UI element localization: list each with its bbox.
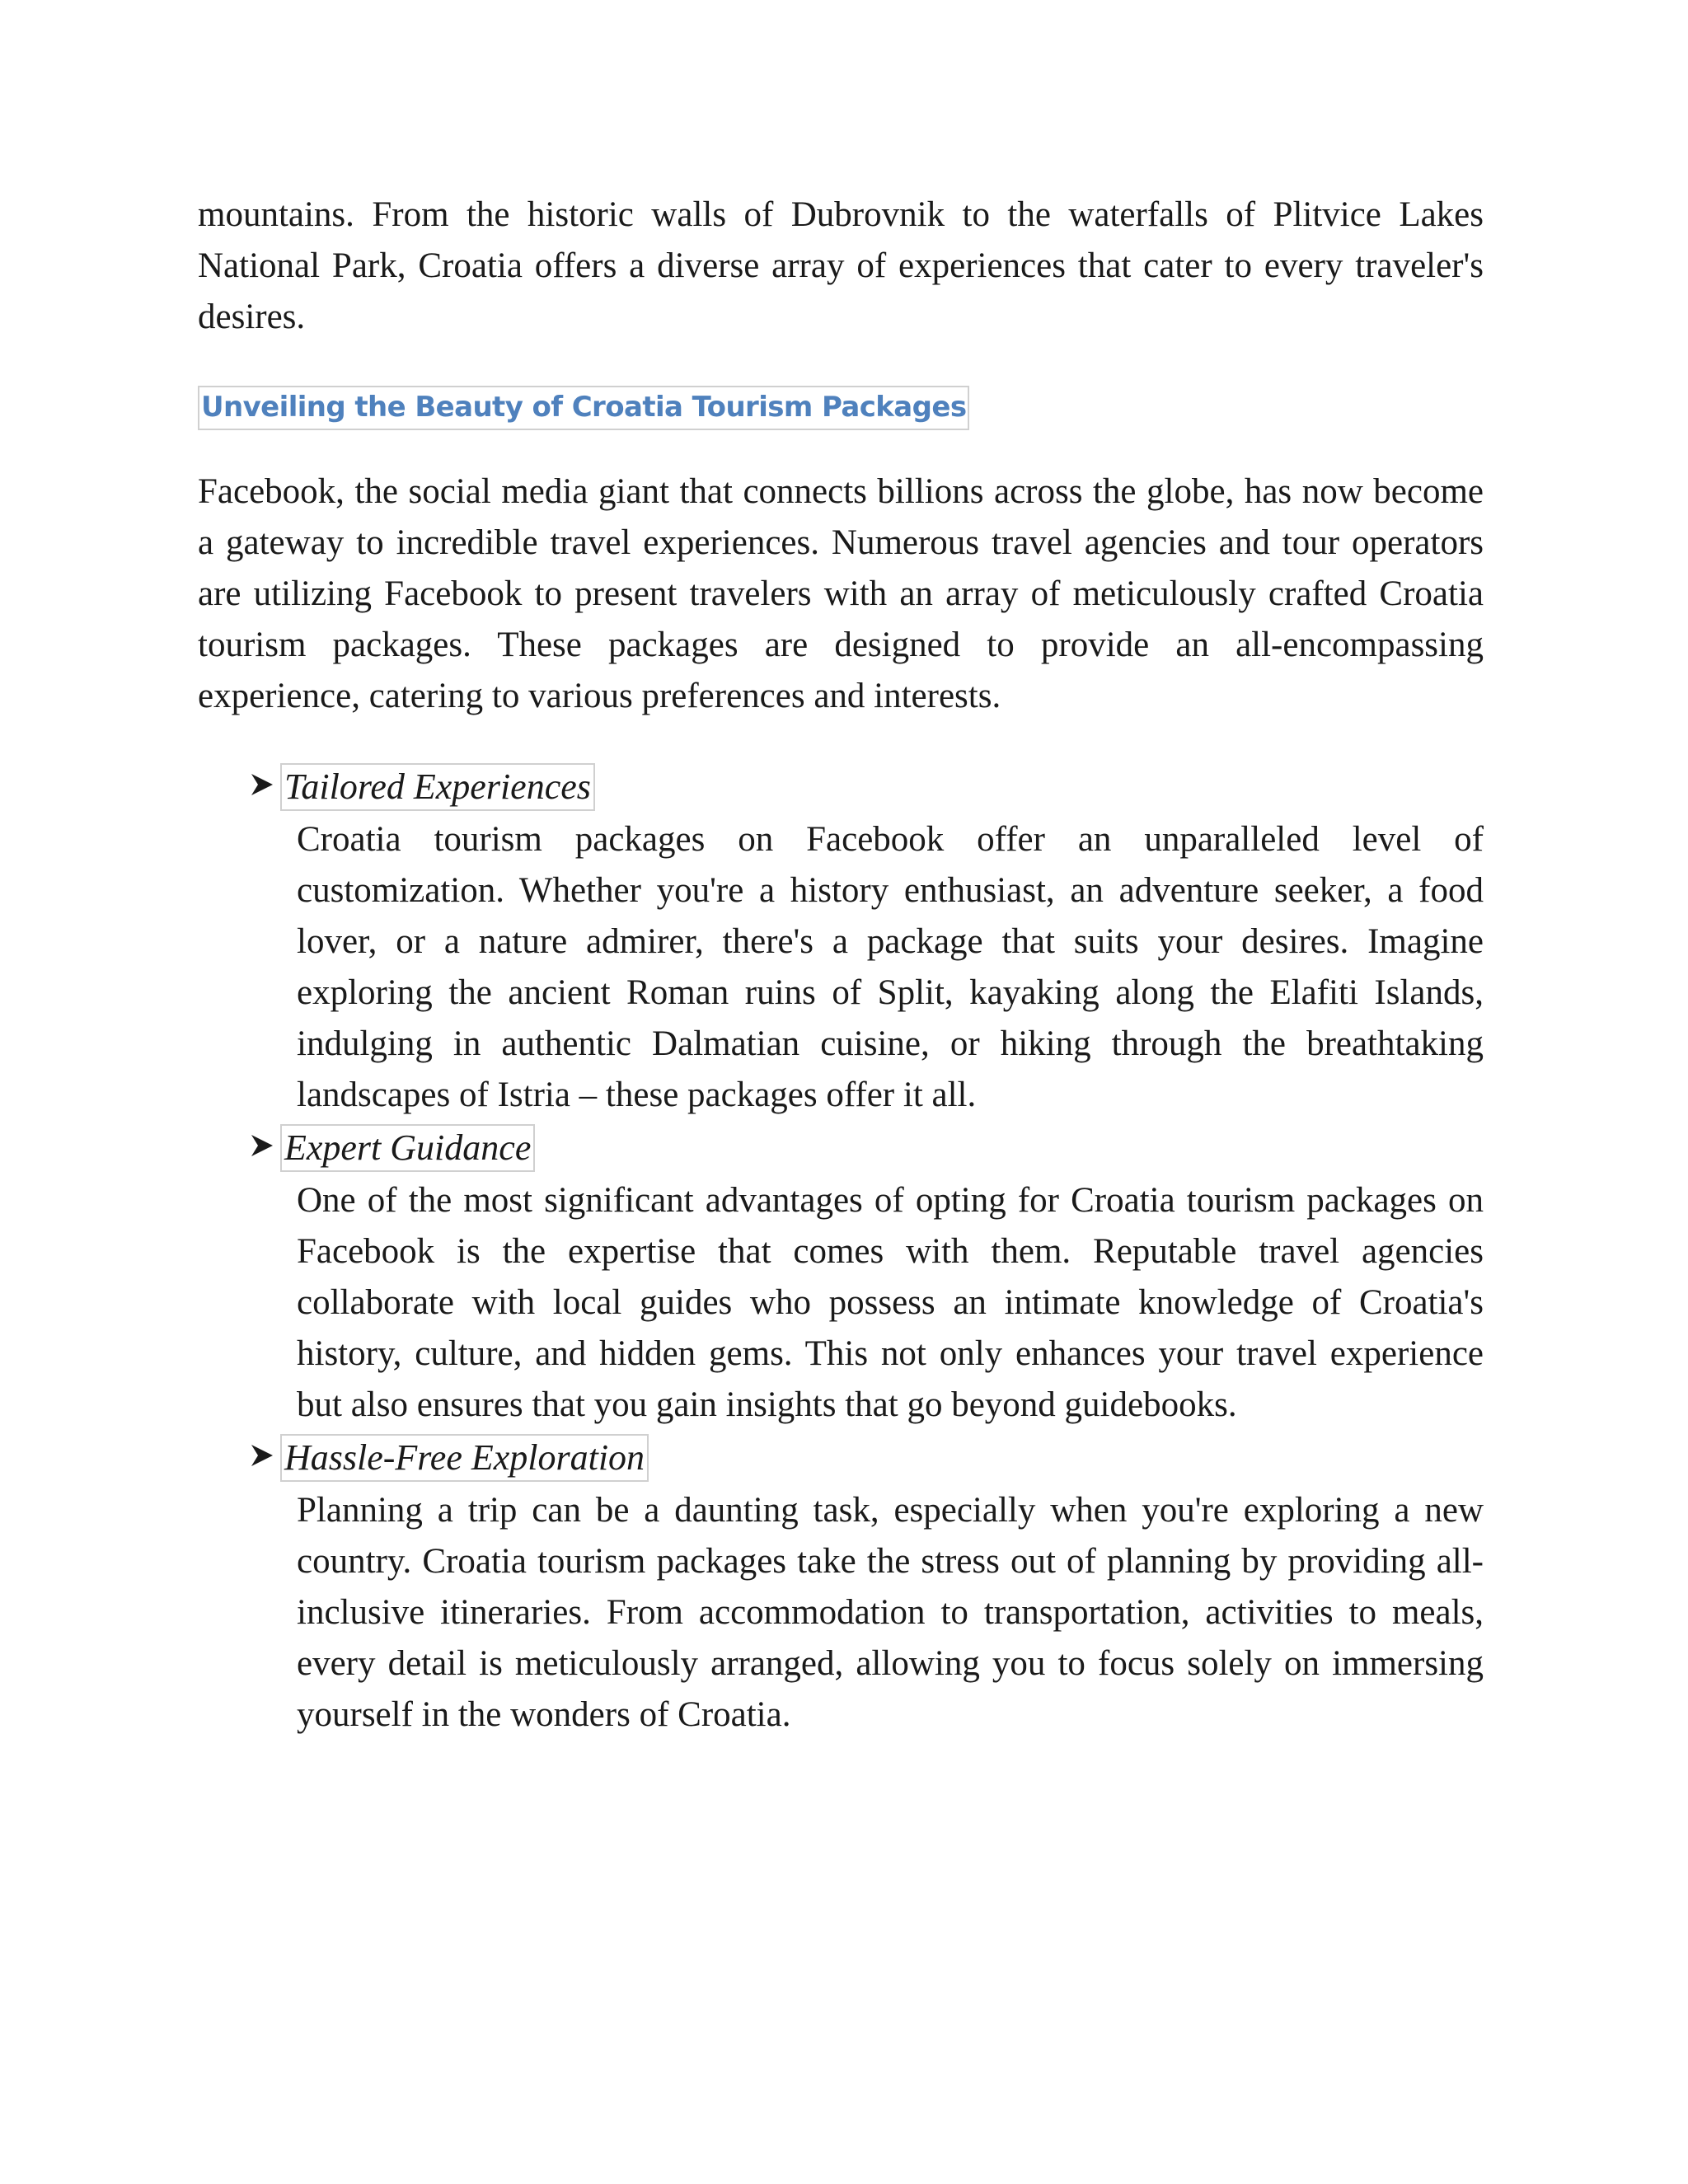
arrowhead-bullet-icon (249, 1132, 275, 1159)
list-item-title: Expert Guidance (280, 1124, 535, 1172)
list-item (198, 1432, 1484, 1741)
list-item-body: One of the most significant advantages of opting for Croatia tourism packages on Facebook is the expertise that comes with them. Reputable travel agencies collaborate with local guides who possess an intimate knowledge of Croatia's history, culture, and hidden gems. This not only enhances your travel experience but also ensures that you gain insights that go beyond guidebooks. (297, 1181, 1484, 1424)
document-page (198, 190, 1484, 1754)
list-item (198, 1122, 1484, 1431)
list-item-header (198, 1432, 1484, 1483)
section-heading-container (198, 386, 1484, 430)
list-item-title: Hassle-Free Exploration (280, 1434, 649, 1482)
section-paragraph: Facebook, the social media giant that connects billions across the globe, has now become a gateway to incredible travel experiences. Numerous travel agencies and tour operators are utilizing Facebook to present travelers with an array of meticulously crafted Croatia tourism packages. These packages are designed to provide an all-encompassing experience, catering to various preferences and interests. (198, 472, 1484, 715)
intro-paragraph: mountains. From the historic walls of Dubrovnik to the waterfalls of Plitvice Lakes National Park, Croatia offers a diverse array of experiences that cater to every traveler's desires. (198, 195, 1484, 336)
arrowhead-bullet-icon (249, 1442, 275, 1469)
arrowhead-bullet-icon (249, 771, 275, 798)
feature-list (198, 762, 1484, 1741)
list-item (198, 762, 1484, 1121)
list-item-header (198, 762, 1484, 813)
list-item-title: Tailored Experiences (280, 763, 595, 811)
list-item-body: Planning a trip can be a daunting task, especially when you're exploring a new country. Croatia tourism packages take the stress out of planning by providing all-inclusive itineraries. From accommodation to transportation, activities to meals, every detail is meticulously arranged, allowing you to focus solely on immersing yourself in the wonders of Croatia. (297, 1491, 1484, 1734)
section-heading: Unveiling the Beauty of Croatia Tourism Packages (198, 386, 969, 430)
list-item-header (198, 1122, 1484, 1174)
list-item-body: Croatia tourism packages on Facebook offer an unparalleled level of customization. Whether you're a history enthusiast, an adventure seeker, a food lover, or a nature admirer, there's a package that suits your desires. Imagine exploring the ancient Roman ruins of Split, kayaking along the Elafiti Islands, indulging in authentic Dalmatian cuisine, or hiking through the breathtaking landscapes of Istria – these packages offer it all. (297, 820, 1484, 1114)
